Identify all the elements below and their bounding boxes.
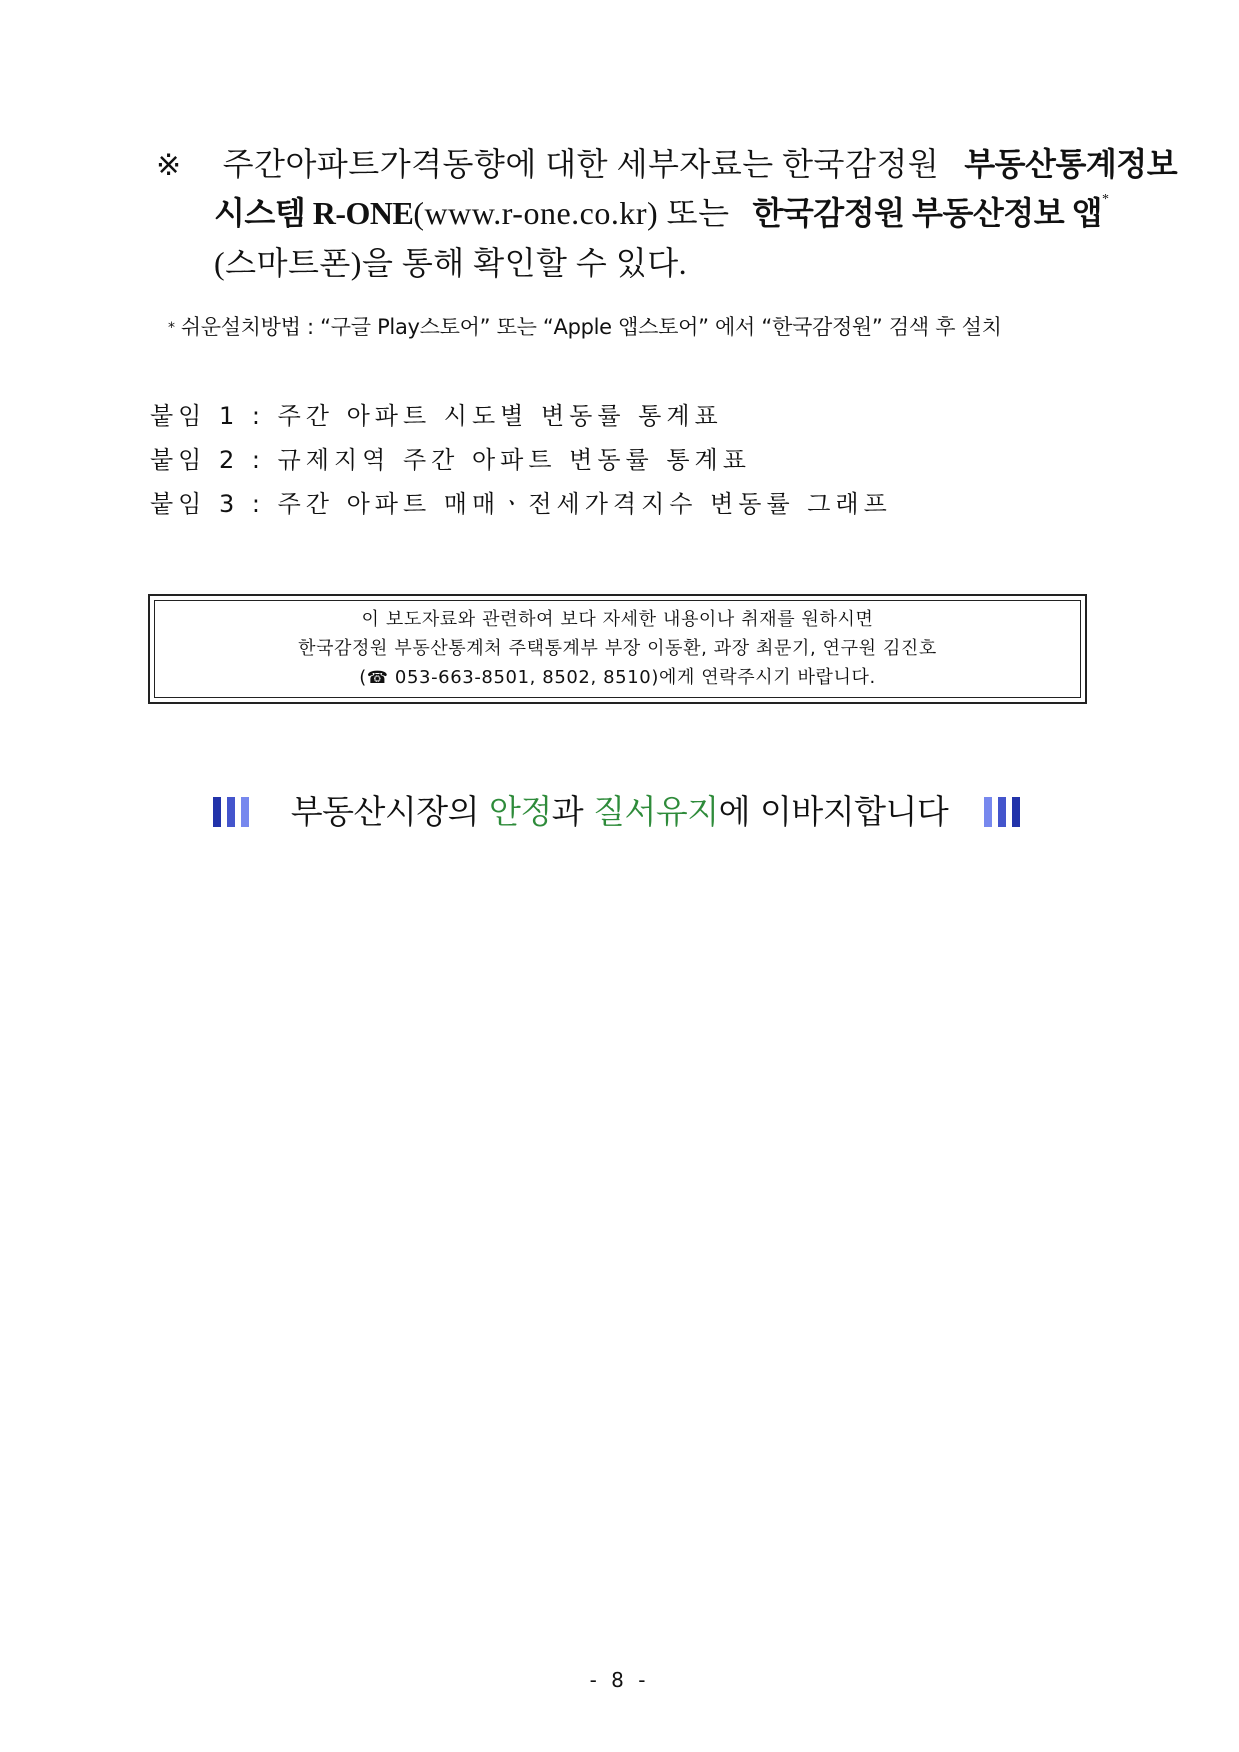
contact-line-1: 이 보도자료와 관련하여 보다 자세한 내용이나 취재를 원하시면 [361,609,874,630]
note-text-1: 주간아파트가격동향에 대한 세부자료는 한국감정원 [222,146,940,182]
attachment-item-3: 붙임 3 : 주간 아파트 매매ㆍ전세가격지수 변동률 그래프 [150,490,892,518]
tip-star: * [168,320,175,336]
note-line-3 [214,247,687,279]
contact-box [148,594,1087,704]
slogan-part-5: 에 이바지합니다 [718,792,949,831]
note-text-3: (스마트폰)을 통해 확인할 수 있다. [214,245,688,281]
tip-text: 쉬운설치방법 : “구글 Play스토어” 또는 “Apple 앱스토어” 에서 “한국감정원” 검색 후 설치 [180,315,1002,339]
install-tip [168,311,1002,341]
page-number: - 8 - [589,1668,650,1692]
slogan-bars-left-icon [213,796,255,826]
note-line-2 [214,192,1110,231]
note-bold-system-name: 부동산통계정보 [964,146,1178,182]
contact-phone-text: 053-663-8501, 8502, 8510)에게 연락주시기 바랍니다. [394,667,876,688]
reference-mark: ※ [156,149,182,182]
contact-box-inner [154,600,1081,698]
footnote-marker: * [1102,192,1110,207]
contact-line-2: 한국감정원 부동산통계처 주택통계부 부장 이동환, 과장 최문기, 연구원 김진호 [298,638,937,659]
attachment-item-1: 붙임 1 : 주간 아파트 시도별 변동률 통계표 [150,402,723,430]
note-line-1 [156,148,1177,181]
note-url-text: (www.r-one.co.kr) 또는 [413,195,730,231]
note-bold-app-name: 한국감정원 부동산정보 앱 [752,195,1103,231]
slogan-highlight-order: 질서유지 [593,792,719,831]
slogan-bars-right-icon [984,796,1026,826]
slogan-part-1: 부동산시장의 [290,792,489,831]
contact-paren: ( [359,667,367,688]
attachment-item-2: 붙임 2 : 규제지역 주간 아파트 변동률 통계표 [150,446,751,474]
slogan-banner [0,786,1239,833]
telephone-icon: ☎ [366,668,389,688]
contact-line-3 [359,663,876,693]
slogan-highlight-stability: 안정 [488,792,552,831]
slogan-part-3: 과 [551,792,594,831]
note-bold-rone: 시스템 R-ONE [214,195,414,231]
